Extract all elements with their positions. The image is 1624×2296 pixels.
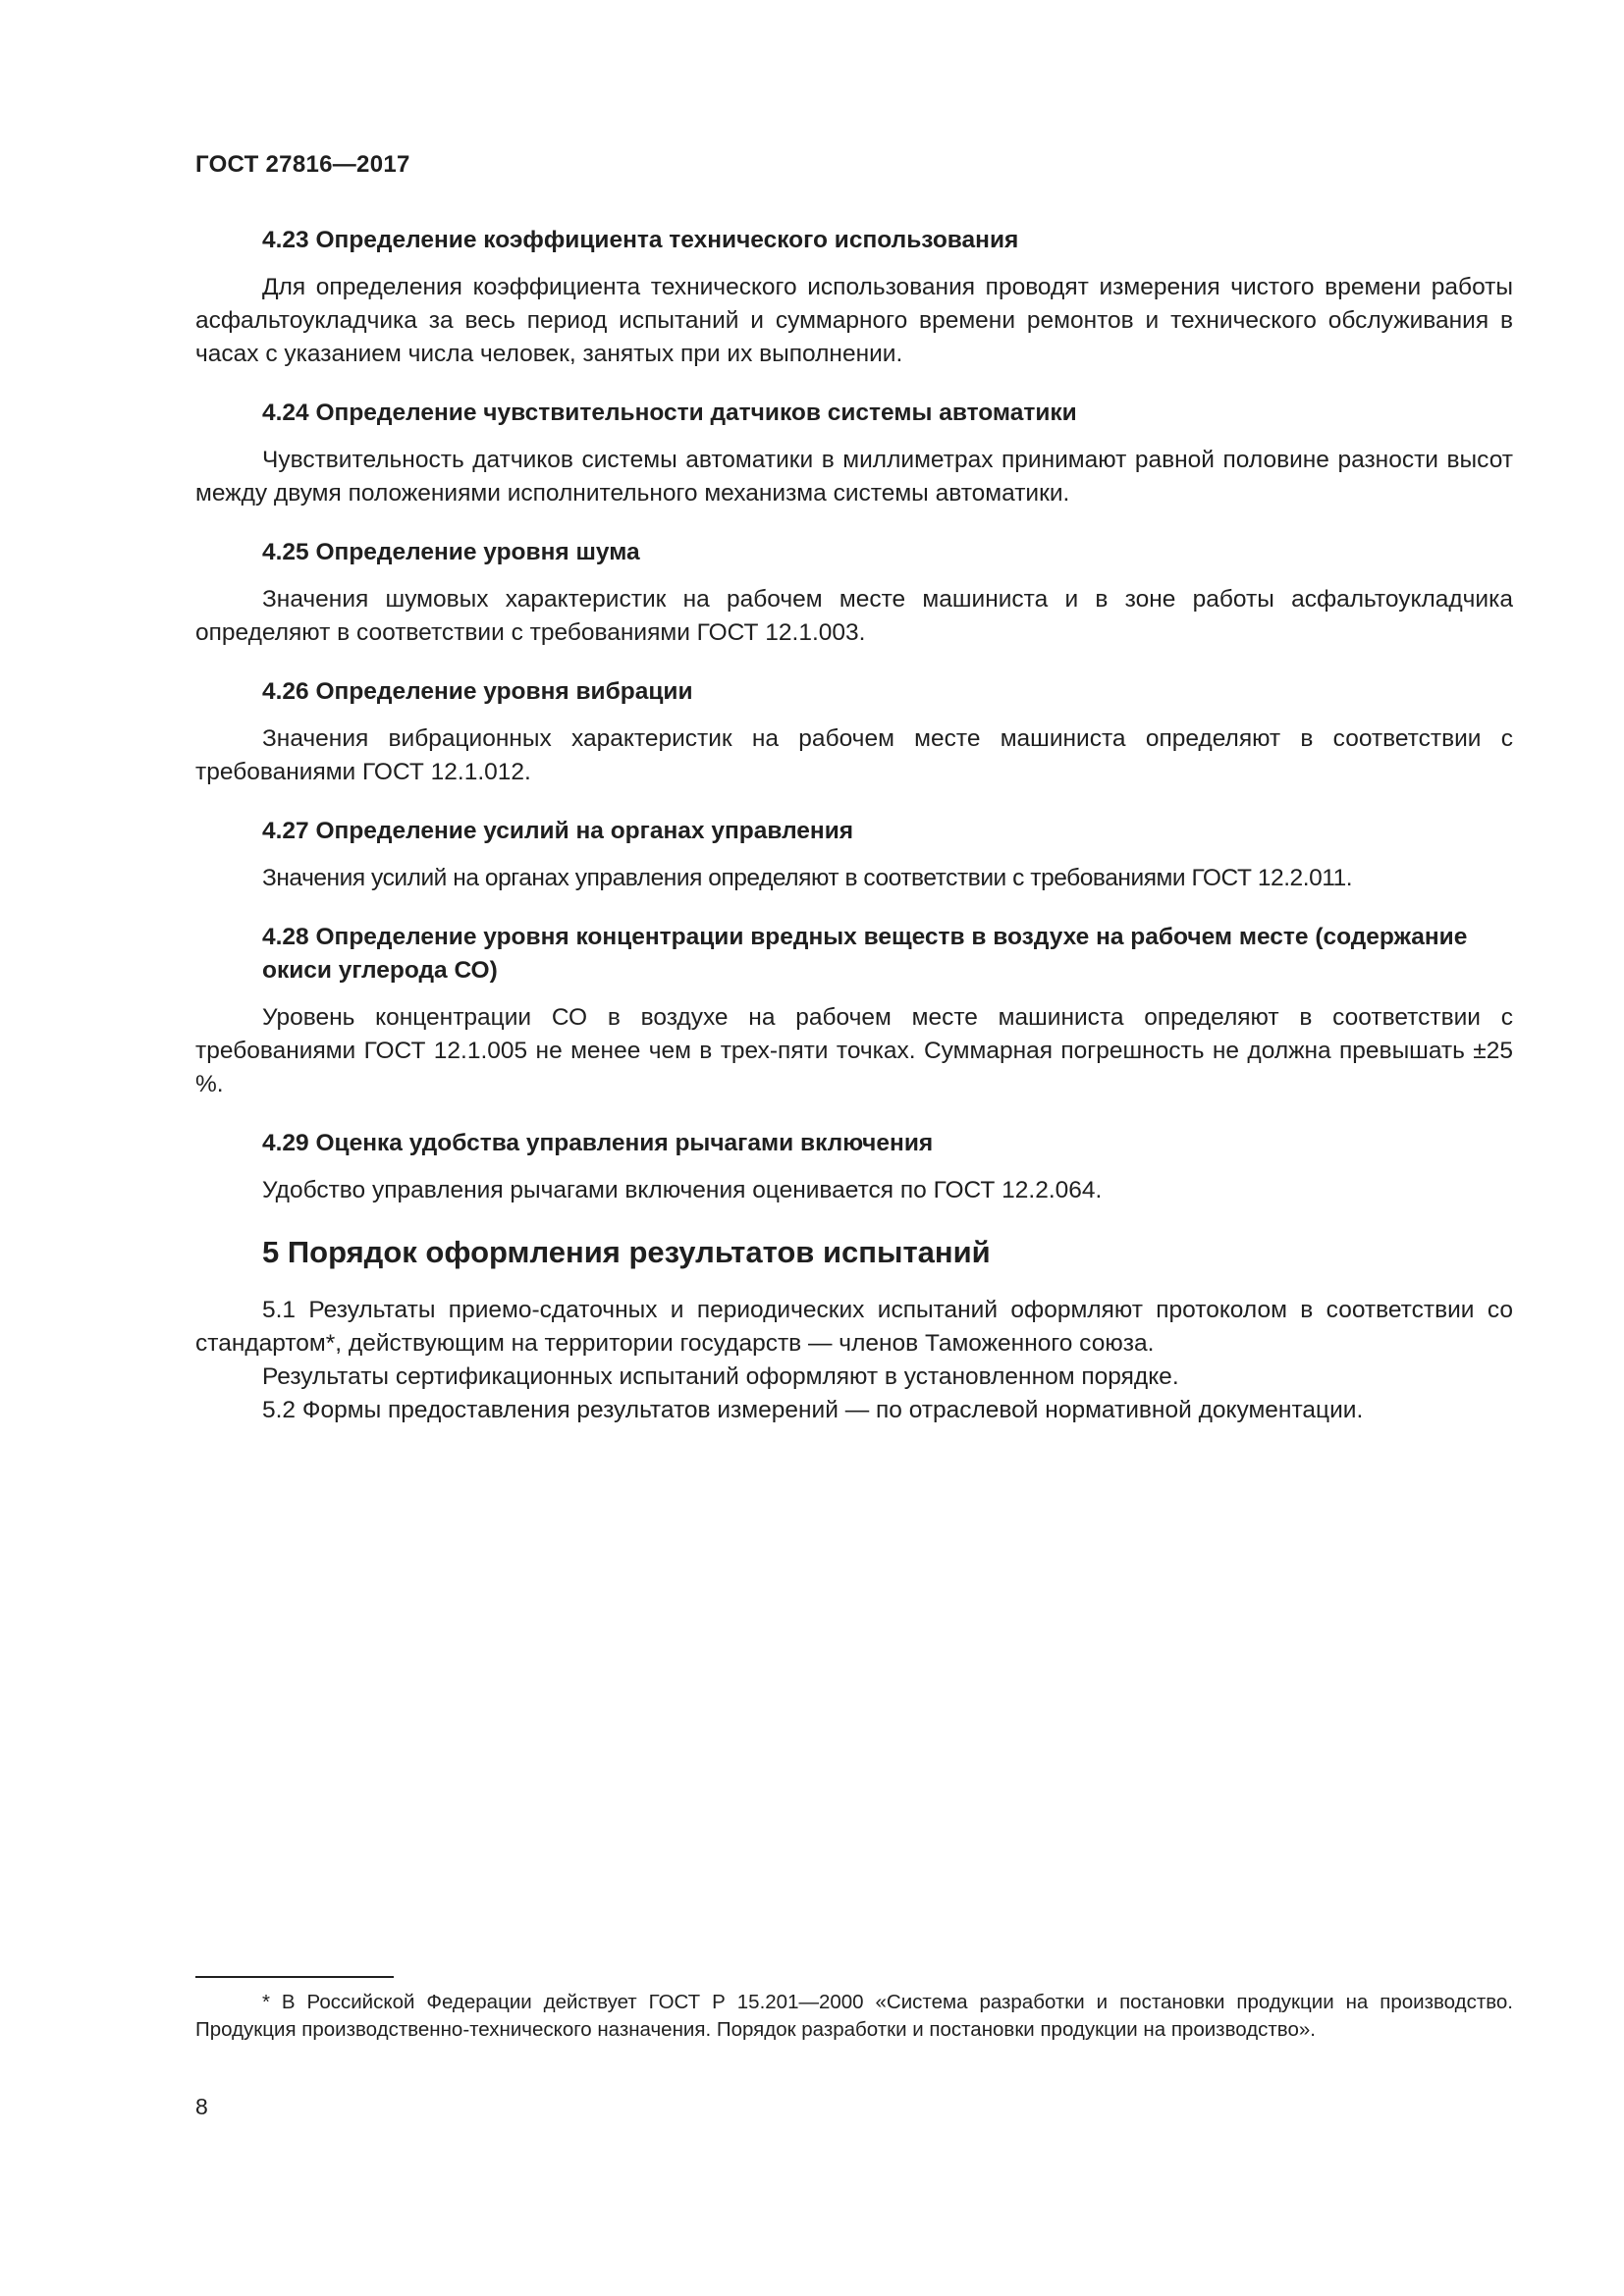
section-4-23 xyxy=(195,224,1513,371)
section-body: Удобство управления рычагами включения оценивается по ГОСТ 12.2.064. xyxy=(262,1177,1103,1203)
section-body: Значения вибрационных характеристик на рабочем месте машиниста определяют в соответствии с требованиями ГОСТ 12.1.012. xyxy=(195,725,1513,785)
paragraph-5-1: 5.1 Результаты приемо-сдаточных и периодических испытаний оформляют протоколом в соответствии со стандартом*, действующим на территории государств — членов Таможенного союза. xyxy=(195,1297,1513,1357)
section-4-29 xyxy=(195,1127,1513,1207)
section-title: 4.29 Оценка удобства управления рычагами включения xyxy=(262,1130,934,1156)
chapter-5-title: 5 Порядок оформления результатов испытаний xyxy=(262,1235,991,1269)
section-body: Значения усилий на органах управления определяют в соответствии с требованиями ГОСТ 12.2.011. xyxy=(262,865,1353,891)
section-title: 4.23 Определение коэффициента технического использования xyxy=(262,227,1019,253)
section-4-26 xyxy=(195,675,1513,789)
section-4-28 xyxy=(195,921,1513,1101)
section-body: Чувствительность датчиков системы автоматики в миллиметрах принимают равной половине разности высот между двумя положениями исполнительного механизма системы автоматики. xyxy=(195,447,1513,507)
page-number: 8 xyxy=(195,2094,208,2119)
main-content xyxy=(195,224,1513,1427)
section-title: 4.24 Определение чувствительности датчиков системы автоматики xyxy=(262,400,1077,426)
footnote-divider xyxy=(195,1976,394,1978)
section-body: Значения шумовых характеристик на рабочем месте машиниста и в зоне работы асфальтоукладчика определяют в соответствии с требованиями ГОСТ 12.1.003. xyxy=(195,586,1513,646)
section-body: Уровень концентрации СО в воздухе на рабочем месте машиниста определяют в соответствии с требованиями ГОСТ 12.1.005 не менее чем в трех-пяти точках. Суммарная погрешность не должна превышать ±25 %. xyxy=(195,1004,1513,1097)
section-title: 4.26 Определение уровня вибрации xyxy=(262,678,693,705)
paragraph-5-2: 5.2 Формы предоставления результатов измерений — по отраслевой нормативной документации. xyxy=(262,1397,1364,1423)
footnote: * В Российской Федерации действует ГОСТ Р 15.201—2000 «Система разработки и постановки продукции на производство. Продукция производственно-технического назначения. Порядок разработки и постановки продукции на производство». xyxy=(195,1991,1513,2041)
section-4-25 xyxy=(195,536,1513,650)
section-title: 4.27 Определение усилий на органах управления xyxy=(262,818,854,844)
paragraph-5-1-continuation: Результаты сертификационных испытаний оформляют в установленном порядке. xyxy=(262,1363,1179,1390)
section-title: 4.25 Определение уровня шума xyxy=(262,539,640,565)
document-code-header: ГОСТ 27816—2017 xyxy=(195,151,410,178)
section-4-27 xyxy=(195,815,1513,895)
section-title: 4.28 Определение уровня концентрации вредных веществ в воздухе на рабочем месте (содержание окиси углерода СО) xyxy=(262,924,1468,984)
section-4-24 xyxy=(195,397,1513,510)
section-body: Для определения коэффициента технического использования проводят измерения чистого времени работы асфальтоукладчика за весь период испытаний и суммарного времени ремонтов и технического обслуживания в часах с указанием числа человек, занятых при их выполнении. xyxy=(195,274,1513,367)
